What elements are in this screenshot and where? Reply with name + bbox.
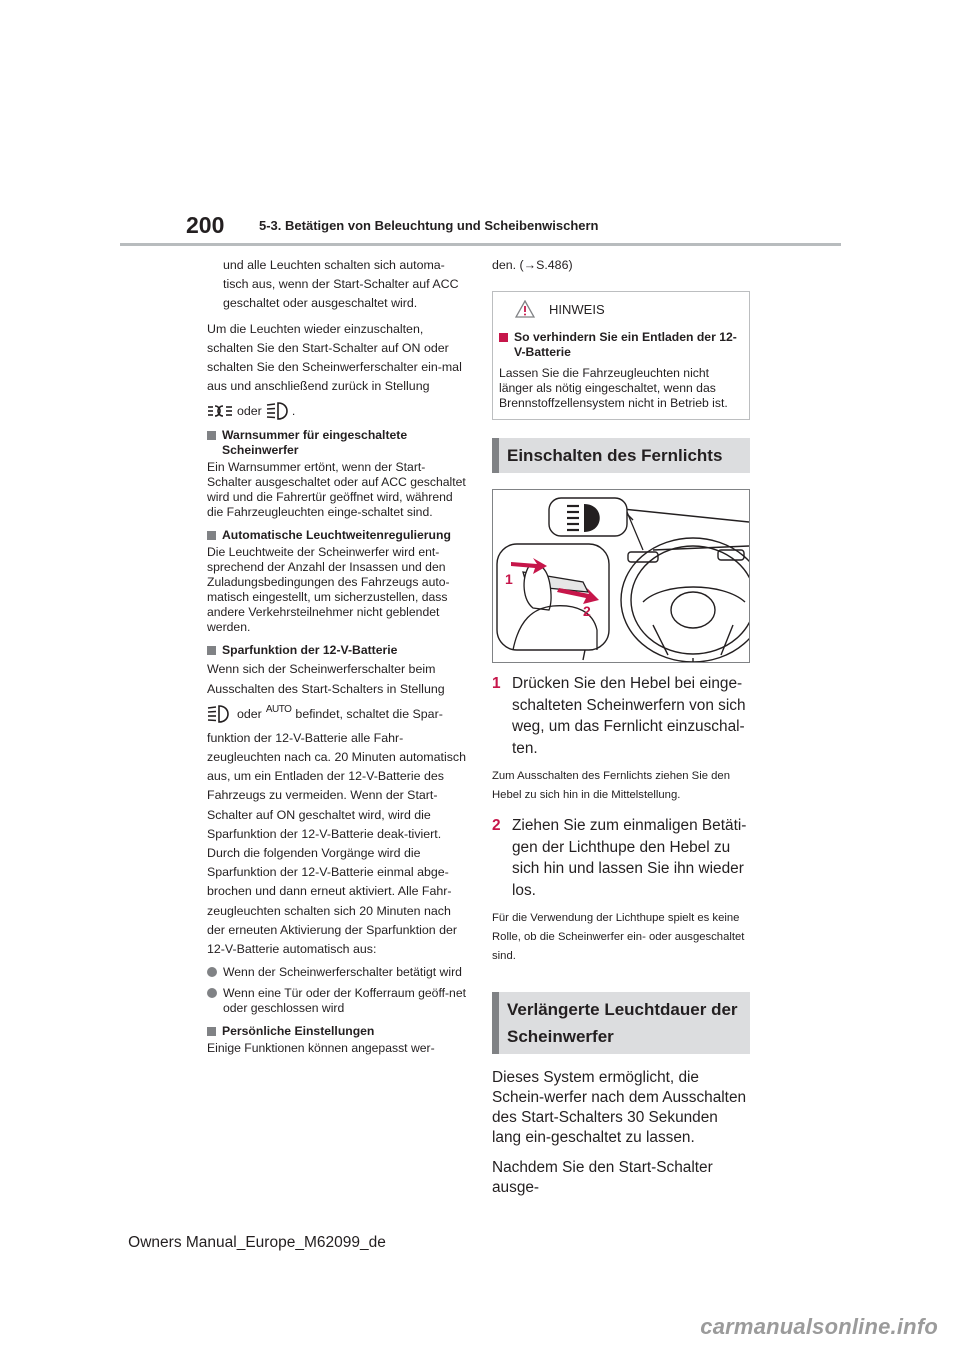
oder-text: oder (237, 404, 262, 419)
step-text: Ziehen Sie zum einmaligen Betäti-gen der Lichthupe den Hebel zu sich hin und lassen Sie ihn wieder los. (512, 817, 747, 899)
step-2-note: Für die Verwendung der Lichthupe spielt es keine Rolle, ob die Scheinwerfer ein- oder ausgeschaltet sind. (492, 912, 745, 963)
circle-bullet-icon (207, 967, 217, 977)
paragraph-reactivate: Um die Leuchten wieder einzuschalten, schalten Sie den Start-Schalter auf ON oder schalten Sie den Scheinwerferschalter ein-mal aus und anschließend zurück in Stellung (207, 321, 462, 394)
square-bullet-icon (207, 646, 216, 655)
section-title: 5-3. Betätigen von Beleuchtung und Scheibenwischern (259, 218, 599, 233)
square-bullet-icon (207, 531, 216, 540)
subsection-einstellungen (207, 1024, 467, 1039)
paragraph-continued: den. (→S.486) (492, 258, 573, 272)
section-banner-fernlicht: Einschalten des Fernlichts (492, 438, 750, 473)
subsection-title: Warnsummer für eingeschaltete Scheinwerfer (222, 428, 408, 458)
paragraph-auto-off: und alle Leuchten schalten sich automa-tisch aus, wenn der Start-Schalter auf ACC geschaltet oder ausgeschaltet wird. (223, 258, 459, 311)
notice-label: HINWEIS (549, 301, 605, 317)
warning-triangle-icon (515, 300, 535, 318)
paragraph-einstellungen: Einige Funktionen können angepasst wer- (207, 1041, 435, 1056)
paragraph-sparfunktion-2: funktion der 12-V-Batterie alle Fahr-zeugleuchten nach ca. 20 Minuten automatisch aus, um ein Entladen der 12-V-Batterie des Fahrzeugs zu vermeiden. Wenn der Start-Schalter auf ON geschaltet wird, wird die Sparfunktion der 12-V-Batterie deak-tiviert. Durch die folgenden Vorgänge wird die Sparfunktion der 12-V-Batterie einmal abge-brochen und dann erneut aktiviert. Alle Fahr-zeugleuchten schalten sich 20 Minuten nach der erneuten Aktivierung der Sparfunktion der 12-V-Batterie automatisch aus: (207, 730, 466, 957)
subsection-sparfunktion (207, 643, 467, 658)
sparfunktion-icons-line (207, 705, 467, 723)
tail-light-icon (207, 403, 233, 419)
notice-box (492, 291, 750, 420)
auto-icon: AUTO (265, 704, 292, 716)
step-text: Drücken Sie den Hebel bei einge-schalteten Scheinwerfern von sich weg, um das Fernlicht einzuschal-ten. (512, 675, 746, 757)
step-1-note: Zum Ausschalten des Fernlichts ziehen Sie den Hebel zu sich hin in die Mittelstellung. (492, 770, 730, 802)
list-item: Wenn eine Tür oder der Kofferraum geöff-net oder geschlossen wird (207, 986, 467, 1016)
header-rule (120, 243, 841, 246)
step-2 (492, 815, 750, 901)
paragraph-leuchtweite: Die Leuchtweite der Scheinwerfer wird ent-sprechend der Anzahl der Insassen und den Zuladungsbedingungen des Fahrzeugs auto-matisch eingestellt, um sicherzustellen, dass andere Verkehrsteilnehmer nicht geblendet werden. (207, 545, 450, 635)
subsection-warnsummer (207, 428, 467, 458)
subsection-title: Sparfunktion der 12-V-Batterie (222, 643, 398, 658)
notice-text: Lassen Sie die Fahrzeugleuchten nicht länger als nötig eingeschaltet, wenn das Brennstoffzellensystem nicht in Betrieb ist. (499, 366, 728, 411)
headlight-icon (266, 402, 292, 420)
subsection-leuchtweite (207, 528, 467, 543)
square-bullet-icon (207, 431, 216, 440)
section-banner-leuchtdauer: Verlängerte Leuchtdauer der Scheinwerfer (492, 992, 750, 1054)
page-number: 200 (186, 212, 225, 238)
headlight-icon (207, 705, 233, 723)
paragraph-sparfunktion-1: Wenn sich der Scheinwerferschalter beim Ausschalten des Start-Schalters in Stellung (207, 662, 445, 696)
footer-text: Owners Manual_Europe_M62099_de (128, 1234, 386, 1251)
step-number: 1 (492, 675, 501, 693)
paragraph-leuchtdauer-2: Nachdem Sie den Start-Schalter ausge- (492, 1159, 713, 1197)
paragraph-warnsummer: Ein Warnsummer ertönt, wenn der Start-Schalter ausgeschaltet oder auf ACC geschaltet wird und die Fahrertür geöffnet wird, während die Fahrzeugleuchten einge-schaltet sind. (207, 460, 466, 520)
paragraph-leuchtdauer-1: Dieses System ermöglicht, die Schein-werfer nach dem Ausschalten des Start-Schalters 30 Sekunden lang ein-geschaltet zu lassen. (492, 1069, 747, 1147)
period-text: . (291, 404, 296, 419)
list-item: Wenn der Scheinwerferschalter betätigt wird (207, 965, 467, 980)
watermark: carmanualsonline.info (700, 1314, 938, 1339)
subsection-title: Persönliche Einstellungen (222, 1024, 375, 1039)
lever-illustration (492, 489, 750, 663)
subsection-title: Automatische Leuchtweitenregulierung (222, 528, 451, 543)
figure-label-1: 1 (505, 571, 513, 588)
left-column (207, 256, 467, 1062)
footer (0, 1234, 960, 1252)
step-number: 2 (492, 817, 501, 835)
notice-header (499, 300, 743, 318)
position-icons-line (207, 402, 467, 420)
notice-title: So verhindern Sie ein Entladen der 12-V-Batterie (499, 330, 743, 360)
figure-label-2: 2 (583, 603, 591, 620)
square-bullet-icon (207, 1027, 216, 1036)
steering-lever-diagram (493, 490, 749, 662)
circle-bullet-icon (207, 988, 217, 998)
oder-text: oder (237, 706, 262, 721)
square-bullet-icon (499, 333, 508, 342)
right-column (492, 256, 750, 1208)
sparfunktion-after-text: befindet, schaltet die Spar- (295, 706, 443, 721)
step-1 (492, 673, 750, 759)
